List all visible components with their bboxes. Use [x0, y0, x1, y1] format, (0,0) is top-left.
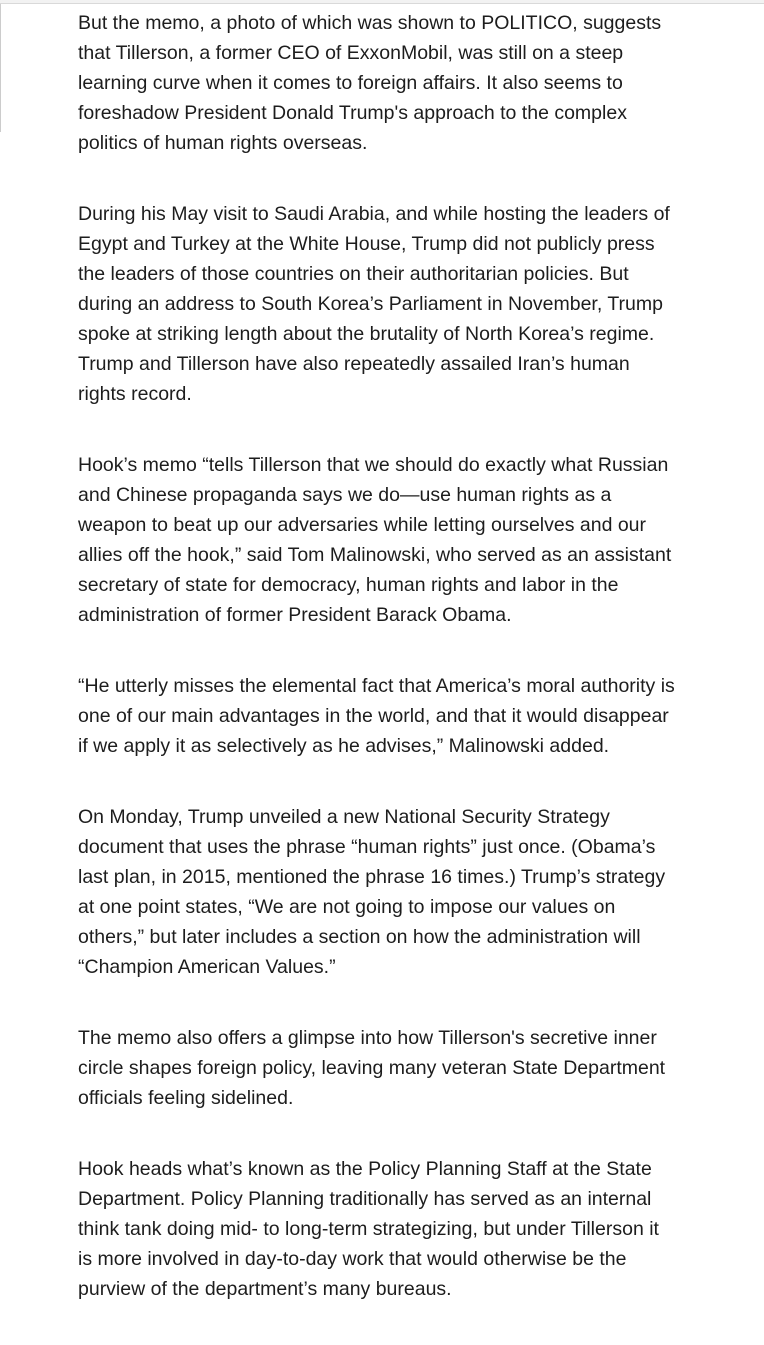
article-paragraph-memo-suggests: But the memo, a photo of which was shown to POLITICO, suggests that Tillerson, a former CEO of ExxonMobil, was still on a steep learning curve when it comes to foreign affairs. It also seems to foreshadow President Donald Trump's approach to the complex politics of human rights overseas. — [78, 12, 662, 154]
article-paragraph-inner-circle: The memo also offers a glimpse into how Tillerson's secretive inner circle shapes foreign policy, leaving many veteran State Department officials feeling sidelined. — [78, 1027, 666, 1109]
article-paragraph-security-strategy: On Monday, Trump unveiled a new National Security Strategy document that uses the phrase “human rights” just once. (Obama’s last plan, in 2015, mentioned the phrase 16 times.) Trump’s strategy at one point states, “We are not going to impose our values on others,” but later includes a section on how the administration will “Champion American Values.” — [78, 806, 666, 978]
top-divider — [0, 0, 764, 4]
left-edge-rule — [0, 4, 1, 132]
article-paragraph-saudi-visit: During his May visit to Saudi Arabia, and while hosting the leaders of Egypt and Turkey at the White House, Trump did not publicly press the leaders of those countries on their authoritarian policies. But during an address to South Korea’s Parliament in November, Trump spoke at striking length about the brutality of North Korea’s regime. Trump and Tillerson have also repeatedly assailed Iran’s human rights record. — [78, 203, 670, 405]
article-body — [78, 8, 678, 1345]
article-paragraph-policy-planning: Hook heads what’s known as the Policy Planning Staff at the State Department. Policy Planning traditionally has served as an internal think tank doing mid- to long-term strategizing, but under Tillerson it is more involved in day-to-day work that would otherwise be the purview of the department’s many bureaus. — [78, 1158, 659, 1300]
article-paragraph-hooks-memo-quote: Hook’s memo “tells Tillerson that we should do exactly what Russian and Chinese propaganda says we do—use human rights as a weapon to beat up our adversaries while letting ourselves and our allies off the hook,” said Tom Malinowski, who served as an assistant secretary of state for democracy, human rights and labor in the administration of former President Barack Obama. — [78, 454, 672, 626]
article-paragraph-malinowski-quote: “He utterly misses the elemental fact that America’s moral authority is one of our main advantages in the world, and that it would disappear if we apply it as selectively as he advises,” Malinowski added. — [78, 675, 675, 757]
